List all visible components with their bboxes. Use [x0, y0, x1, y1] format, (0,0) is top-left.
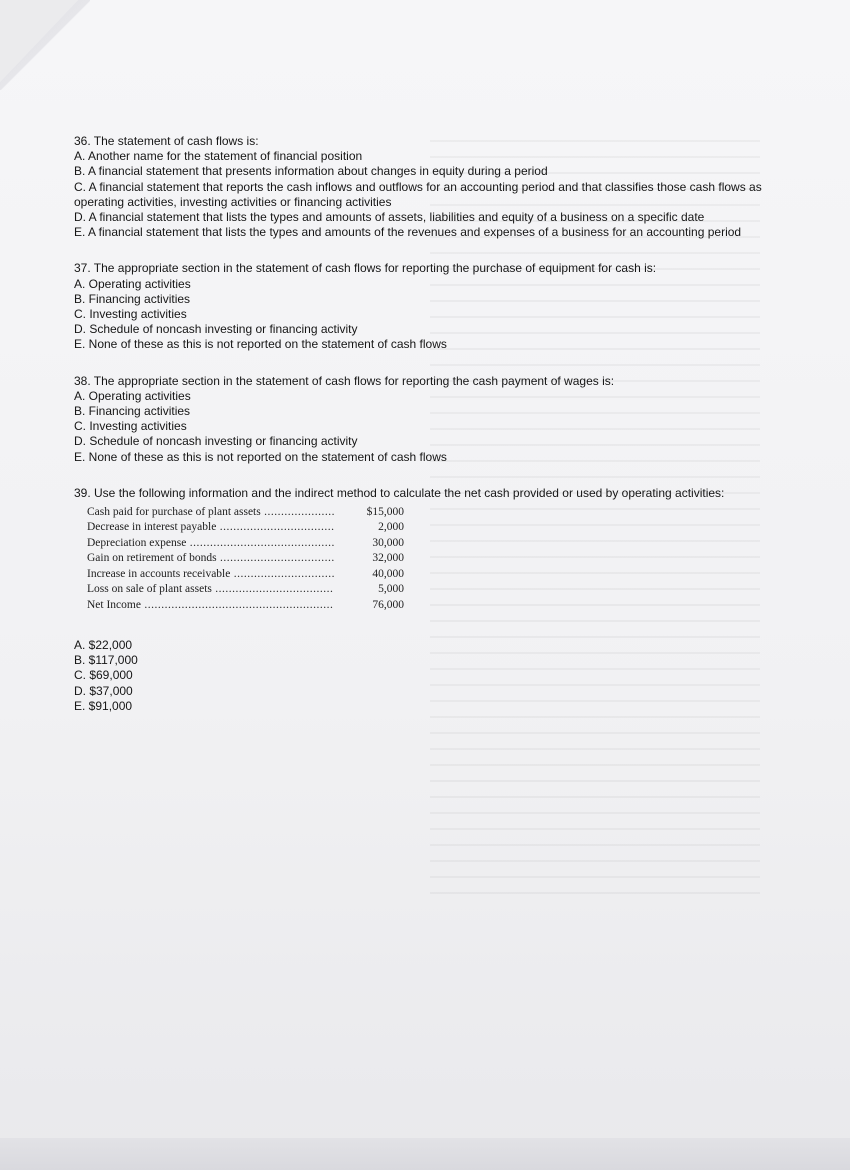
answer-option: B. Financing activities	[74, 291, 191, 306]
row-value: 76,000	[372, 598, 404, 611]
table-row	[87, 567, 412, 582]
row-label: Net Income .....	[87, 598, 334, 613]
answer-option: D. $37,000	[74, 683, 133, 698]
answer-option: C. A financial statement that reports the cash inflows and outflows for an accounting period and that classifies those cash flows as operating activities, investing activities or financing activities	[74, 179, 762, 209]
answer-option: A. Another name for the statement of financial position	[74, 149, 363, 164]
answer-option: A. Operating activities	[74, 388, 191, 403]
answer-option: C. Investing activities	[74, 307, 187, 322]
exam-content	[74, 134, 794, 735]
row-label: Decrease in interest payable .....	[87, 520, 334, 535]
answer-option: A. $22,000	[74, 637, 133, 652]
cash-flow-data-table	[87, 505, 412, 613]
answer-option: E. A financial statement that lists the types and amounts of the revenues and expenses of a business for an accounting period	[74, 225, 742, 240]
table-row	[87, 520, 412, 535]
answer-option: B. $117,000	[74, 653, 138, 668]
question-stem: 38. The appropriate section in the statement of cash flows for reporting the cash payment of wages is:	[74, 373, 615, 388]
table-row	[87, 505, 412, 520]
table-row	[87, 536, 412, 551]
question-stem: 39. Use the following information and the indirect method to calculate the net cash provided or used by operating activities:	[74, 485, 725, 500]
answer-option: C. Investing activities	[74, 419, 187, 434]
answer-option: D. Schedule of noncash investing or financing activity	[74, 434, 358, 449]
answer-option: E. None of these as this is not reported on the statement of cash flows	[74, 449, 447, 464]
answer-option: E. None of these as this is not reported on the statement of cash flows	[74, 337, 447, 352]
row-value: 32,000	[372, 552, 404, 565]
question-39	[74, 486, 794, 714]
answer-option: C. $69,000	[74, 668, 133, 683]
answer-option: B. A financial statement that presents information about changes in equity during a period	[74, 164, 548, 179]
row-label: Cash paid for purchase of plant assets .....	[87, 505, 334, 520]
row-label: Increase in accounts receivable .....	[87, 567, 334, 582]
question-stem: 36. The statement of cash flows is:	[74, 134, 259, 148]
question-38	[74, 374, 794, 465]
table-row	[87, 598, 412, 613]
table-row	[87, 551, 412, 566]
answer-option: E. $91,000	[74, 698, 133, 713]
answer-option: A. Operating activities	[74, 276, 191, 291]
row-value: 40,000	[372, 567, 404, 580]
row-value: 2,000	[378, 521, 404, 534]
answer-list	[74, 638, 794, 714]
row-value: 30,000	[372, 536, 404, 549]
question-36	[74, 134, 794, 240]
row-value: 5,000	[378, 583, 404, 596]
answer-option: B. Financing activities	[74, 404, 191, 419]
question-37	[74, 261, 794, 352]
row-value: $15,000	[366, 506, 404, 519]
row-label: Depreciation expense .....	[87, 536, 334, 551]
row-label: Loss on sale of plant assets .....	[87, 582, 334, 597]
answer-option: D. Schedule of noncash investing or financing activity	[74, 322, 358, 337]
answer-option: D. A financial statement that lists the types and amounts of assets, liabilities and equity of a business on a specific date	[74, 210, 705, 225]
row-label: Gain on retirement of bonds .....	[87, 551, 334, 566]
table-row	[87, 582, 412, 597]
question-stem: 37. The appropriate section in the statement of cash flows for reporting the purchase of equipment for cash is:	[74, 261, 657, 276]
page-bottom-edge	[0, 1138, 850, 1170]
folded-corner	[0, 0, 90, 90]
